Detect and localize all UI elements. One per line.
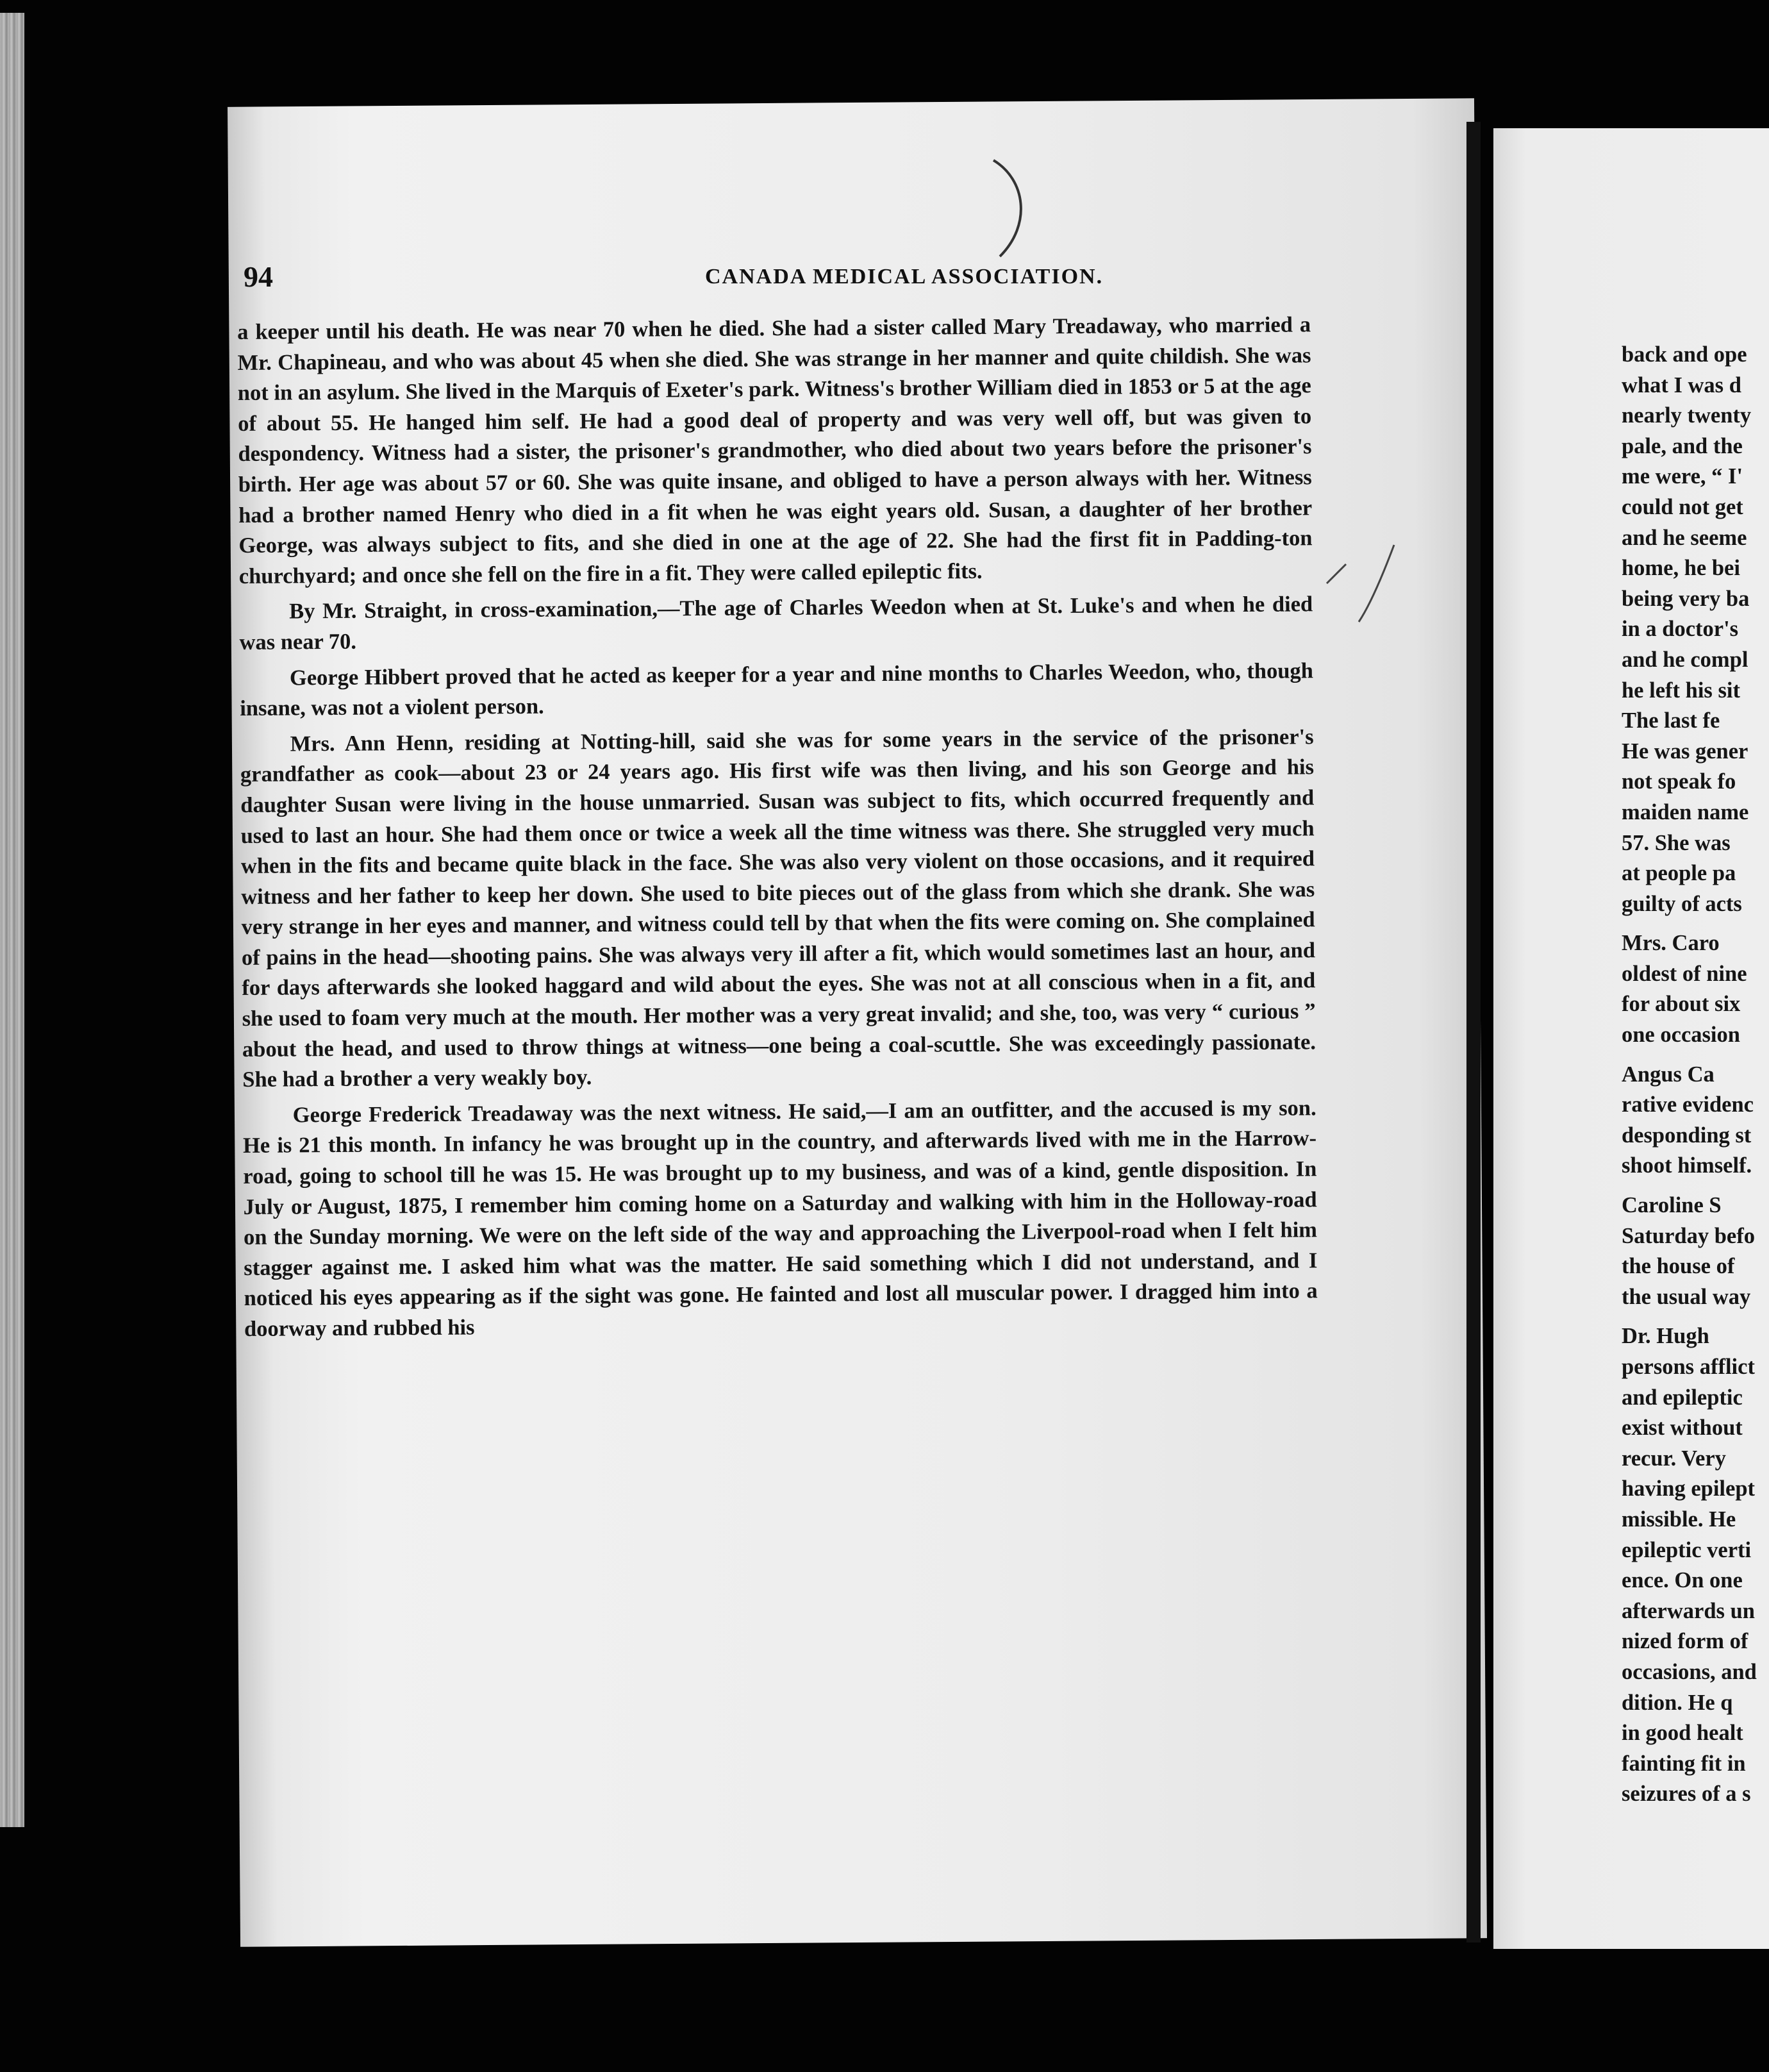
text-line: rative evidenc (1622, 1092, 1754, 1117)
text-line: Saturday befo (1622, 1223, 1755, 1248)
text-line: the house of (1622, 1254, 1735, 1279)
text-line: oldest of nine (1622, 961, 1747, 986)
paragraph-gap (1622, 1051, 1769, 1060)
text-line: at people pa (1622, 861, 1736, 886)
text-line: he left his sit (1622, 678, 1740, 703)
text-line: and epileptic (1622, 1385, 1743, 1410)
text-line: one occasion (1622, 1023, 1740, 1048)
paragraph-gap (1622, 1182, 1769, 1191)
right-page-body (1622, 340, 1769, 1810)
running-head: CANADA MEDICAL ASSOCIATION. (705, 265, 1104, 288)
paragraph: George Hibbert proved that he acted as keeper for a year and nine months to Charles Weedon, who, though insane, was not a violent person. (240, 658, 1314, 721)
paragraph: George Frederick Treadaway was the next witness. He said,—I am an outfitter, and the accused is my son. He is 21 this month. In infancy he was brought up in the country, and afterwards lived with me in the Harrow-road, going to school till he was 15. He was brought up to my business, and was of a kind, gentle disposition. In July or August, 1875, I remember him coming home on a Saturday and walking with him in the Holloway-road on the Sunday morning. We were on the left side of the way and approaching the Liverpool-road when I felt him stagger against me. I asked him what was the matter. He said something which I did not understand, and I noticed his eyes appearing as if the sight was gone. He fainted and lost all muscular power. I dragged him into a doorway and rubbed his (242, 1096, 1318, 1341)
text-line: in good healt (1622, 1721, 1743, 1746)
page-header (244, 260, 1295, 298)
page-number: 94 (244, 260, 273, 293)
text-line: could not get (1622, 494, 1743, 519)
text-line: being very ba (1622, 586, 1750, 611)
paragraph: By Mr. Straight, in cross-examination,—The age of Charles Weedon when at St. Luke's and when he died was near 70. (239, 592, 1313, 655)
text-line: 57. She was (1622, 830, 1731, 855)
paragraph: Mrs. Ann Henn, residing at Notting-hill, said she was for some years in the service of the prisoner's grandfather as cook—about 23 or 24 years ago. His first wife was then living, and his son George and his daughter Susan were living in the house unmarried. Susan was subject to fits, which occurred frequently and used to last an hour. She had them once or twice a week all the time witness was there. She struggled very much when in the fits and became quite black in the face. She was also very violent on those occasions, and it required witness and her father to keep her down. She used to bite pieces out of the glass from which she drank. She was very strange in her eyes and manner, and witness could tell by that when the fits were coming on. She complained of pains in the head—shooting pains. She was always very ill after a fit, which would sometimes last an hour, and for days afterwards she looked haggard and wild about the eyes. She was not at all conscious when in a fit, and she used to foam very much at the mouth. Her mother was a very great invalid; and she, too, was very “ curious ” about the head, and used to throw things at witness—one being a coal-scuttle. She was exceedingly passionate. She had a brother a very weakly boy. (240, 724, 1316, 1092)
text-line: fainting fit in (1622, 1751, 1746, 1776)
text-line: me were, “ I' (1622, 464, 1743, 489)
left-page-body (237, 310, 1318, 1349)
text-line: persons afflict (1622, 1355, 1755, 1379)
text-line: epileptic verti (1622, 1537, 1752, 1562)
paragraph: a keeper until his death. He was near 70 when he died. She had a sister called Mary Treadaway, who married a Mr. Chapineau, and who was about 45 when she died. She was strange in her manner and quite childish. She was not in an asylum. She lived in the Marquis of Exeter's park. Witness's brother William died in 1853 or 5 at the age of about 55. He hanged him self. He had a good deal of property and was very well off, but was given to despondency. Witness had a sister, the prisoner's grandmother, who died about two years before the prisoner's birth. Her age was about 57 or 60. She was quite insane, and obliged to have a person always with her. Witness had a brother named Henry who died in a fit when he was eight years old. Susan, a daughter of her brother George, was always subject to fits, and she died in one at the age of 22. She had the first fit in Padding-ton churchyard; and once she fell on the fire in a fit. They were called epileptic fits. (237, 312, 1313, 589)
text-line: nized form of (1622, 1629, 1748, 1654)
text-line: Caroline S (1622, 1193, 1722, 1218)
page-stack-edge (0, 13, 24, 1827)
text-line: He was gener (1622, 739, 1748, 764)
paragraph-gap (1622, 1312, 1769, 1321)
text-line: seizures of a s (1622, 1782, 1751, 1807)
text-line: Dr. Hugh (1622, 1324, 1709, 1349)
text-line: recur. Very (1622, 1446, 1726, 1471)
text-line: exist without (1622, 1416, 1743, 1441)
pencil-mark (987, 154, 1038, 263)
text-line: missible. He (1622, 1507, 1736, 1532)
text-line: the usual way (1622, 1284, 1751, 1309)
margin-mark (1320, 539, 1404, 628)
book-gutter (1466, 122, 1481, 1942)
text-line: home, he bei (1622, 556, 1740, 581)
text-line: and he compl (1622, 647, 1748, 672)
text-line: The last fe (1622, 708, 1720, 733)
text-line: what I was d (1622, 372, 1741, 397)
text-line: pale, and the (1622, 433, 1743, 458)
text-line: Angus Ca (1622, 1062, 1715, 1087)
paragraph-gap (1622, 919, 1769, 928)
text-line: in a doctor's (1622, 617, 1739, 642)
text-line: having epilept (1622, 1476, 1755, 1501)
text-line: guilty of acts (1622, 891, 1742, 916)
text-line: dition. He q (1622, 1690, 1733, 1715)
text-line: back and ope (1622, 342, 1747, 367)
text-line: and he seeme (1622, 525, 1747, 550)
text-line: ence. On one (1622, 1568, 1743, 1593)
text-line: afterwards un (1622, 1598, 1755, 1623)
text-line: desponding st (1622, 1123, 1752, 1148)
text-line: for about six (1622, 992, 1741, 1017)
text-line: not speak fo (1622, 769, 1736, 794)
text-line: shoot himself. (1622, 1153, 1752, 1178)
text-line: nearly twenty (1622, 403, 1752, 428)
text-line: occasions, and (1622, 1659, 1757, 1684)
text-line: maiden name (1622, 799, 1749, 824)
text-line: Mrs. Caro (1622, 931, 1720, 956)
